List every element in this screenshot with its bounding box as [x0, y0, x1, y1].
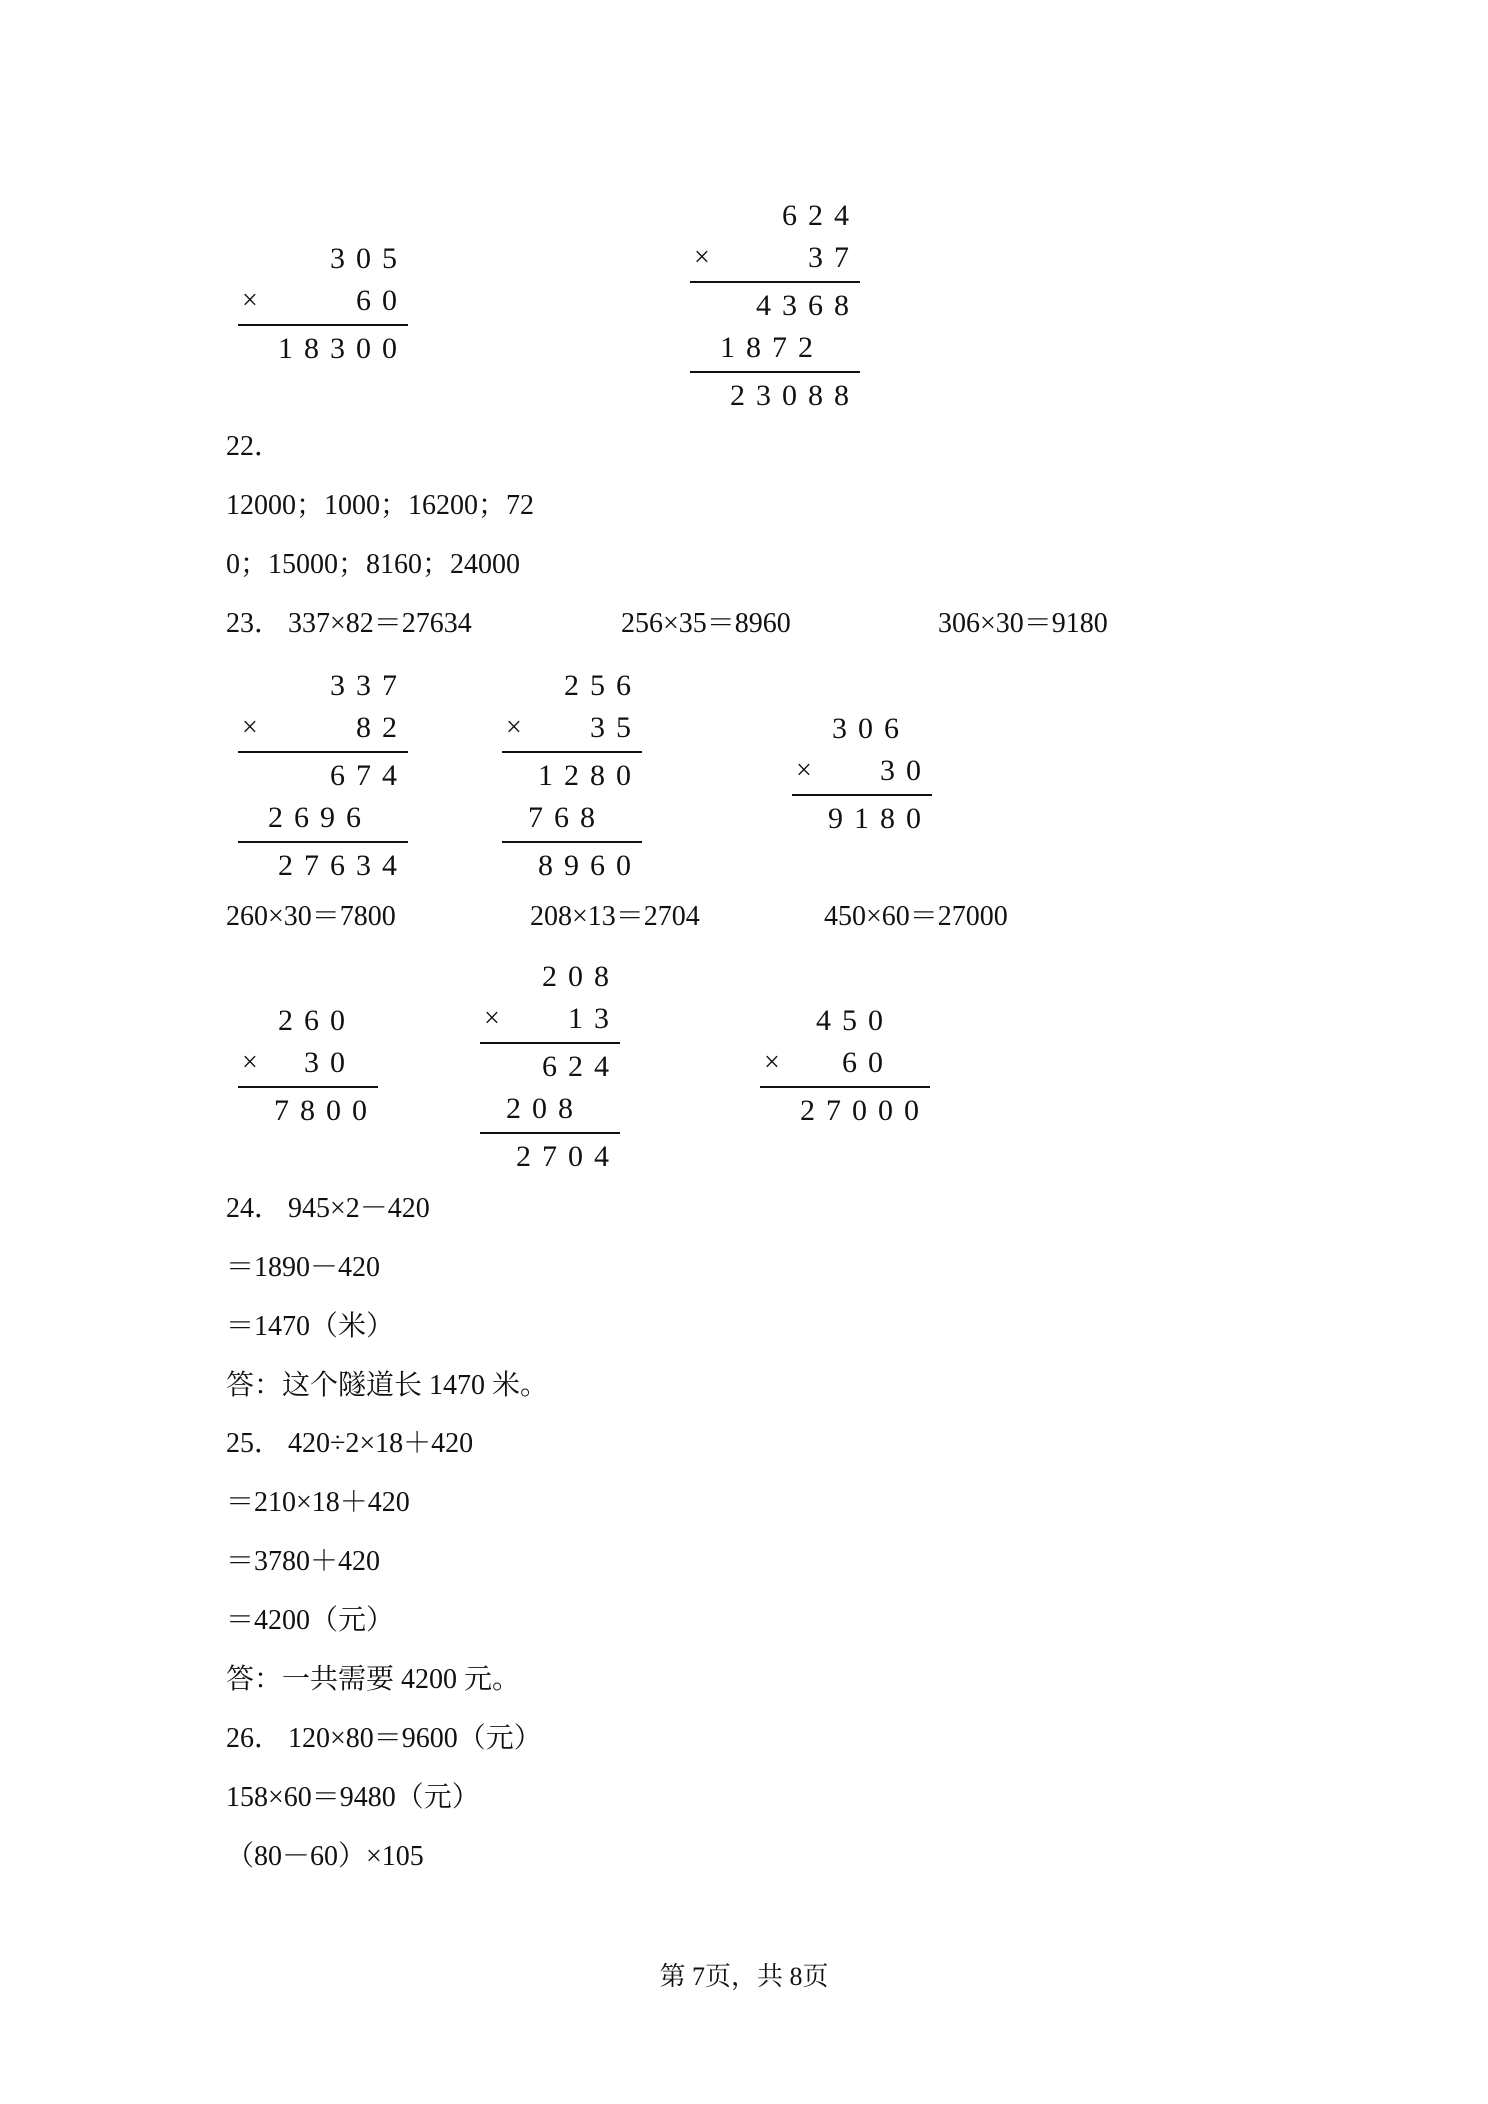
q26-line2: 158×60＝9480（元）	[226, 1782, 480, 1813]
calc-row	[238, 1090, 378, 1132]
product: 27000	[800, 1094, 930, 1127]
calc-rule	[760, 1086, 930, 1088]
multiplier: 60	[842, 1046, 894, 1079]
multiplicand: 260	[278, 1004, 356, 1037]
q23-eq3: 306×30＝9180	[938, 608, 1108, 639]
vertical-calc-305x60	[238, 238, 408, 370]
calc-row	[480, 1136, 620, 1178]
q25-line2: ＝210×18＋420	[226, 1487, 410, 1518]
calc-row	[502, 707, 642, 749]
calc-rule	[480, 1132, 620, 1134]
calc-row	[238, 1000, 378, 1042]
partial-product: 208	[506, 1092, 584, 1125]
multiplier: 35	[590, 711, 642, 744]
calc-row	[690, 237, 860, 279]
times-sign: ×	[694, 242, 710, 273]
q25-line4: ＝4200（元）	[226, 1605, 395, 1636]
calc-row	[238, 665, 408, 707]
multiplicand: 305	[330, 242, 408, 275]
q23-eq4: 260×30＝7800	[226, 901, 396, 932]
q23-eq5: 208×13＝2704	[530, 901, 700, 932]
multiplier: 30	[304, 1046, 356, 1079]
times-sign: ×	[242, 285, 258, 316]
multiplicand: 256	[564, 669, 642, 702]
calc-row	[238, 845, 408, 887]
q24-answer: 答：这个隧道长 1470 米。	[226, 1370, 549, 1401]
product: 8960	[538, 849, 642, 882]
vertical-calc-450x60	[760, 1000, 930, 1132]
multiplicand: 306	[832, 712, 910, 745]
calc-rule	[480, 1042, 620, 1044]
partial-product: 1872	[720, 331, 824, 364]
q23-label: 23．	[226, 608, 283, 639]
partial-product: 674	[330, 759, 408, 792]
vertical-calc-624x37	[690, 195, 860, 417]
calc-rule	[690, 281, 860, 283]
calc-row	[690, 285, 860, 327]
product: 9180	[828, 802, 932, 835]
calc-row	[502, 665, 642, 707]
multiplier: 60	[356, 284, 408, 317]
calc-row	[760, 1000, 930, 1042]
calc-row	[792, 798, 932, 840]
calc-rule	[690, 371, 860, 373]
times-sign: ×	[506, 712, 522, 743]
multiplicand: 624	[782, 199, 860, 232]
times-sign: ×	[242, 712, 258, 743]
q22-label: 22．	[226, 431, 283, 462]
q23-eq6: 450×60＝27000	[824, 901, 1008, 932]
q22-line1: 12000；1000；16200；72	[226, 490, 535, 521]
multiplier: 30	[880, 754, 932, 787]
q26-label: 26．	[226, 1723, 283, 1754]
vertical-calc-337x82	[238, 665, 408, 887]
calc-row	[792, 750, 932, 792]
partial-product: 2696	[268, 801, 372, 834]
calc-row	[502, 755, 642, 797]
calc-rule	[238, 841, 408, 843]
vertical-calc-306x30	[792, 708, 932, 840]
calc-row	[238, 280, 408, 322]
calc-row	[238, 707, 408, 749]
partial-product: 768	[528, 801, 606, 834]
vertical-calc-260x30	[238, 1000, 378, 1132]
calc-row	[480, 1088, 620, 1130]
calc-rule	[238, 751, 408, 753]
partial-product: 4368	[756, 289, 860, 322]
calc-row	[238, 797, 408, 839]
q23-eq1: 337×82＝27634	[288, 608, 472, 639]
product: 7800	[274, 1094, 378, 1127]
vertical-calc-256x35	[502, 665, 642, 887]
q25-label: 25．	[226, 1428, 283, 1459]
calc-row	[690, 375, 860, 417]
calc-row	[238, 328, 408, 370]
calc-row	[502, 797, 642, 839]
times-sign: ×	[764, 1047, 780, 1078]
calc-rule	[238, 1086, 378, 1088]
calc-row	[690, 327, 860, 369]
calc-row	[690, 195, 860, 237]
vertical-calc-208x13	[480, 956, 620, 1178]
calc-row	[480, 956, 620, 998]
product: 2704	[516, 1140, 620, 1173]
q25-answer: 答：一共需要 4200 元。	[226, 1664, 521, 1695]
times-sign: ×	[242, 1047, 258, 1078]
q24-line3: ＝1470（米）	[226, 1311, 395, 1342]
q22-line2: 0；15000；8160；24000	[226, 549, 521, 580]
multiplicand: 337	[330, 669, 408, 702]
q24-line1: 945×2－420	[288, 1193, 430, 1224]
product: 23088	[730, 379, 860, 412]
q25-line3: ＝3780＋420	[226, 1546, 381, 1577]
calc-row	[238, 1042, 378, 1084]
partial-product: 1280	[538, 759, 642, 792]
q26-line3: （80－60）×105	[226, 1841, 424, 1872]
times-sign: ×	[484, 1003, 500, 1034]
product: 18300	[278, 332, 408, 365]
calc-row	[502, 845, 642, 887]
calc-row	[238, 238, 408, 280]
multiplier: 82	[356, 711, 408, 744]
calc-row	[760, 1042, 930, 1084]
calc-rule	[792, 794, 932, 796]
partial-product: 624	[542, 1050, 620, 1083]
multiplicand: 208	[542, 960, 620, 993]
multiplier: 37	[808, 241, 860, 274]
calc-row	[480, 1046, 620, 1088]
page-footer: 第 7页，共 8页	[659, 1962, 829, 1991]
multiplicand: 450	[816, 1004, 894, 1037]
calc-rule	[502, 841, 642, 843]
times-sign: ×	[796, 755, 812, 786]
q25-line1: 420÷2×18＋420	[288, 1428, 474, 1459]
calc-row	[480, 998, 620, 1040]
calc-rule	[238, 324, 408, 326]
q24-label: 24．	[226, 1193, 283, 1224]
calc-row	[238, 755, 408, 797]
calc-rule	[502, 751, 642, 753]
q26-line1: 120×80＝9600（元）	[288, 1723, 542, 1754]
product: 27634	[278, 849, 408, 882]
multiplier: 13	[568, 1002, 620, 1035]
q24-line2: ＝1890－420	[226, 1252, 381, 1283]
q23-eq2: 256×35＝8960	[621, 608, 791, 639]
calc-row	[760, 1090, 930, 1132]
calc-row	[792, 708, 932, 750]
